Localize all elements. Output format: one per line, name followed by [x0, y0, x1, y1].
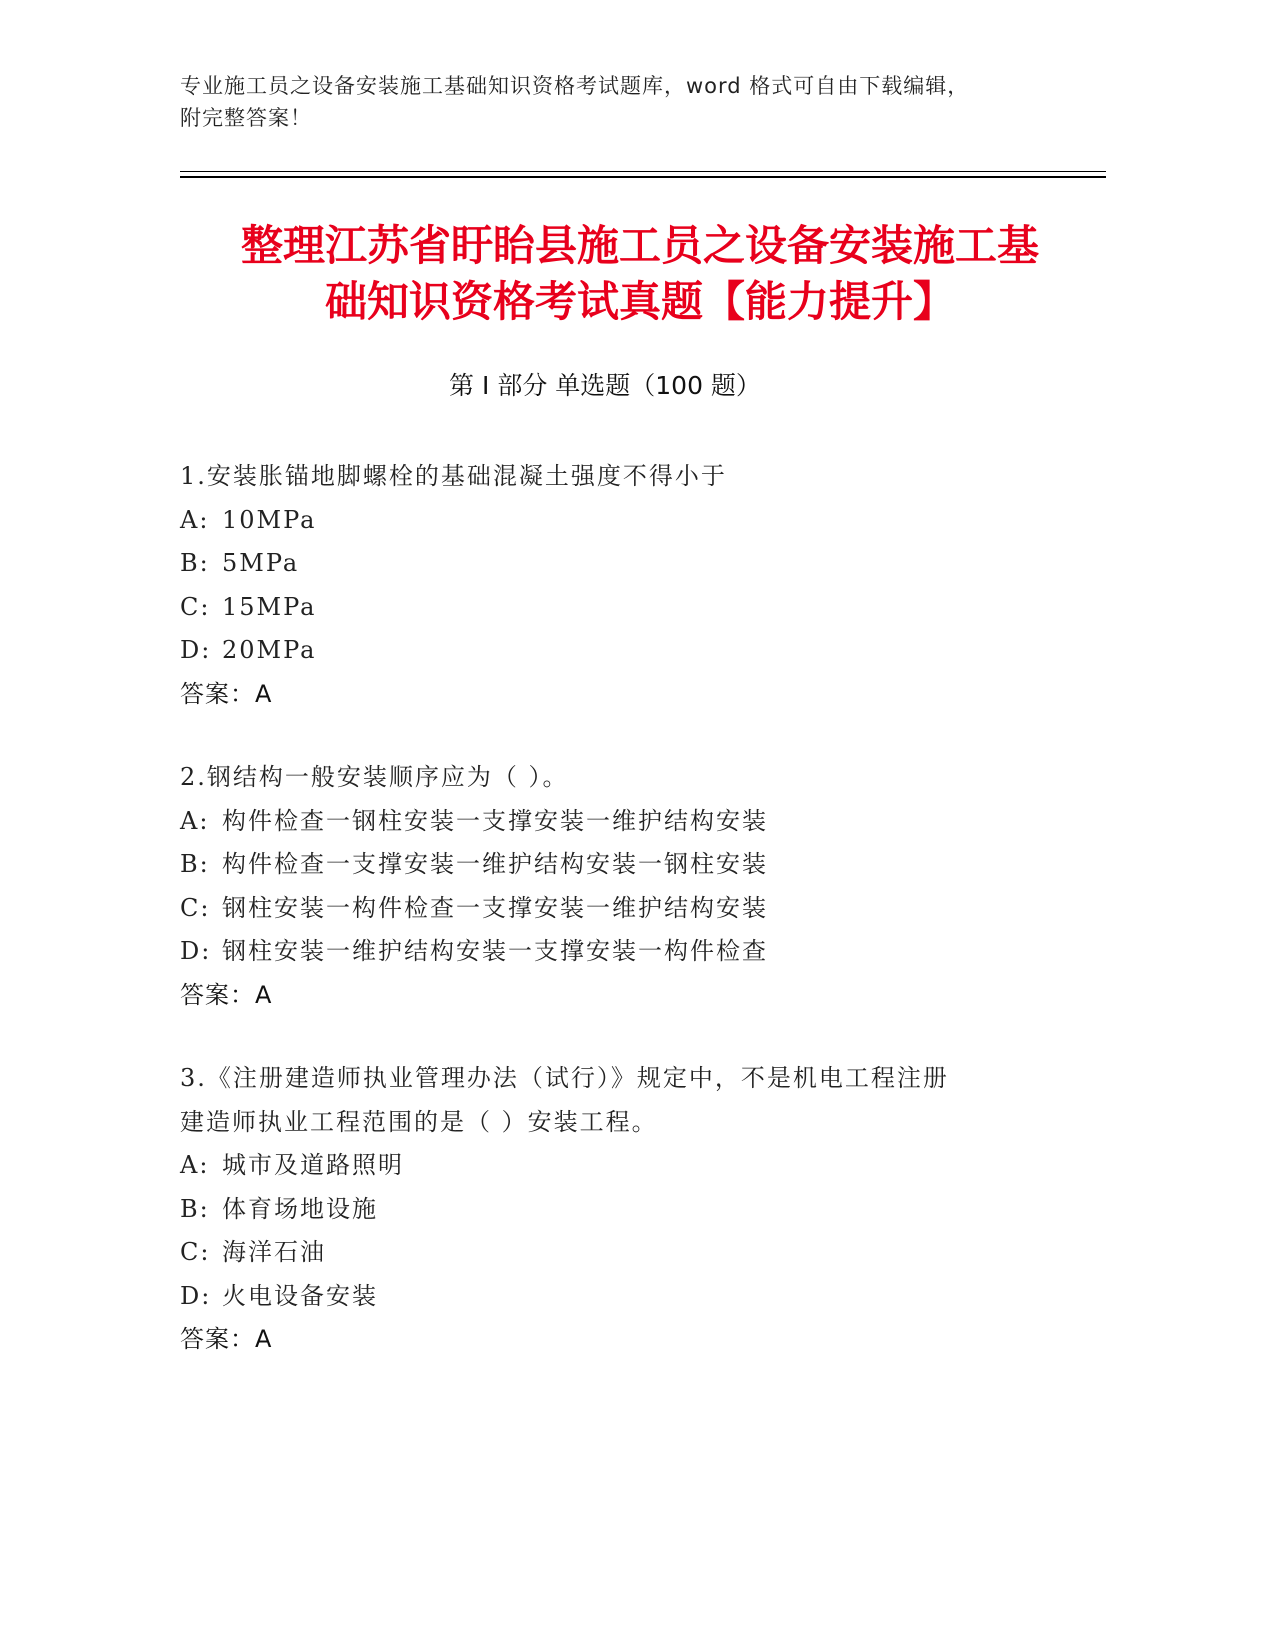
option-c: [180, 586, 1080, 630]
option-b: [180, 1188, 1080, 1232]
option-key: D:: [180, 937, 212, 965]
option-key: B:: [180, 850, 210, 878]
option-c: [180, 887, 1080, 931]
option-a: [180, 1144, 1080, 1188]
option-key: B:: [180, 549, 210, 577]
option-key: B:: [180, 1194, 210, 1223]
header-divider-thick: [180, 176, 1106, 178]
option-key: D:: [180, 1281, 212, 1310]
section-heading: 第 I 部分 单选题（100 题）: [449, 371, 761, 400]
option-key: A:: [180, 1151, 210, 1179]
document-title-line-1: 整理江苏省盱眙县施工员之设备安装施工基: [240, 221, 1039, 270]
option-text: 海洋石油: [222, 1238, 326, 1266]
option-d: [180, 930, 1080, 974]
option-text: 构件检查一钢柱安装一支撑安装一维护结构安装: [222, 806, 768, 835]
header-divider-thin: [180, 171, 1106, 172]
option-key: C:: [180, 893, 211, 922]
document-title-line-2: 础知识资格考试真题【能力提升】: [324, 277, 955, 326]
option-key: D:: [180, 636, 212, 664]
option-text: 构件检查一支撑安装一维护结构安装一钢柱安装: [222, 850, 768, 878]
question-list: [180, 455, 1080, 1402]
option-text: 体育场地设施: [222, 1194, 378, 1223]
question-2: [180, 756, 1080, 1017]
option-text: 城市及道路照明: [222, 1151, 404, 1179]
header-note-line-2: 附完整答案！: [180, 106, 312, 130]
question-1: [180, 455, 1080, 716]
option-a: [180, 499, 1080, 543]
option-b: [180, 843, 1080, 887]
option-key: A:: [180, 806, 210, 835]
option-text: 5MPa: [222, 549, 300, 577]
question-3: [180, 1057, 1080, 1362]
option-key: C:: [180, 1238, 211, 1266]
option-a: [180, 800, 1080, 844]
option-text: 10MPa: [222, 505, 317, 534]
question-stem-line-2: 建造师执业工程范围的是（ ）安装工程。: [180, 1107, 658, 1136]
option-b: [180, 542, 1080, 586]
option-key: A:: [180, 505, 210, 534]
option-d: [180, 629, 1080, 673]
option-c: [180, 1231, 1080, 1275]
option-text: 20MPa: [222, 636, 317, 664]
option-text: 火电设备安装: [222, 1281, 378, 1310]
option-key: C:: [180, 592, 211, 621]
answer: 答案：A: [180, 1325, 273, 1353]
option-d: [180, 1275, 1080, 1319]
option-text: 15MPa: [222, 592, 317, 621]
header-note-line-1: 专业施工员之设备安装施工基础知识资格考试题库，word 格式可自由下载编辑，: [180, 74, 970, 98]
answer: 答案：A: [180, 980, 273, 1009]
option-text: 钢柱安装一构件检查一支撑安装一维护结构安装: [222, 893, 768, 922]
question-stem: 1.安装胀锚地脚螺栓的基础混凝土强度不得小于: [180, 462, 727, 490]
option-text: 钢柱安装一维护结构安装一支撑安装一构件检查: [222, 937, 768, 965]
answer: 答案：A: [180, 679, 273, 708]
question-stem: 2.钢结构一般安装顺序应为（ ）。: [180, 763, 569, 791]
header-note: [180, 70, 1020, 134]
document-title: [160, 218, 1120, 330]
question-stem-line-1: 3.《注册建造师执业管理办法（试行）》规定中，不是机电工程注册: [180, 1064, 949, 1092]
